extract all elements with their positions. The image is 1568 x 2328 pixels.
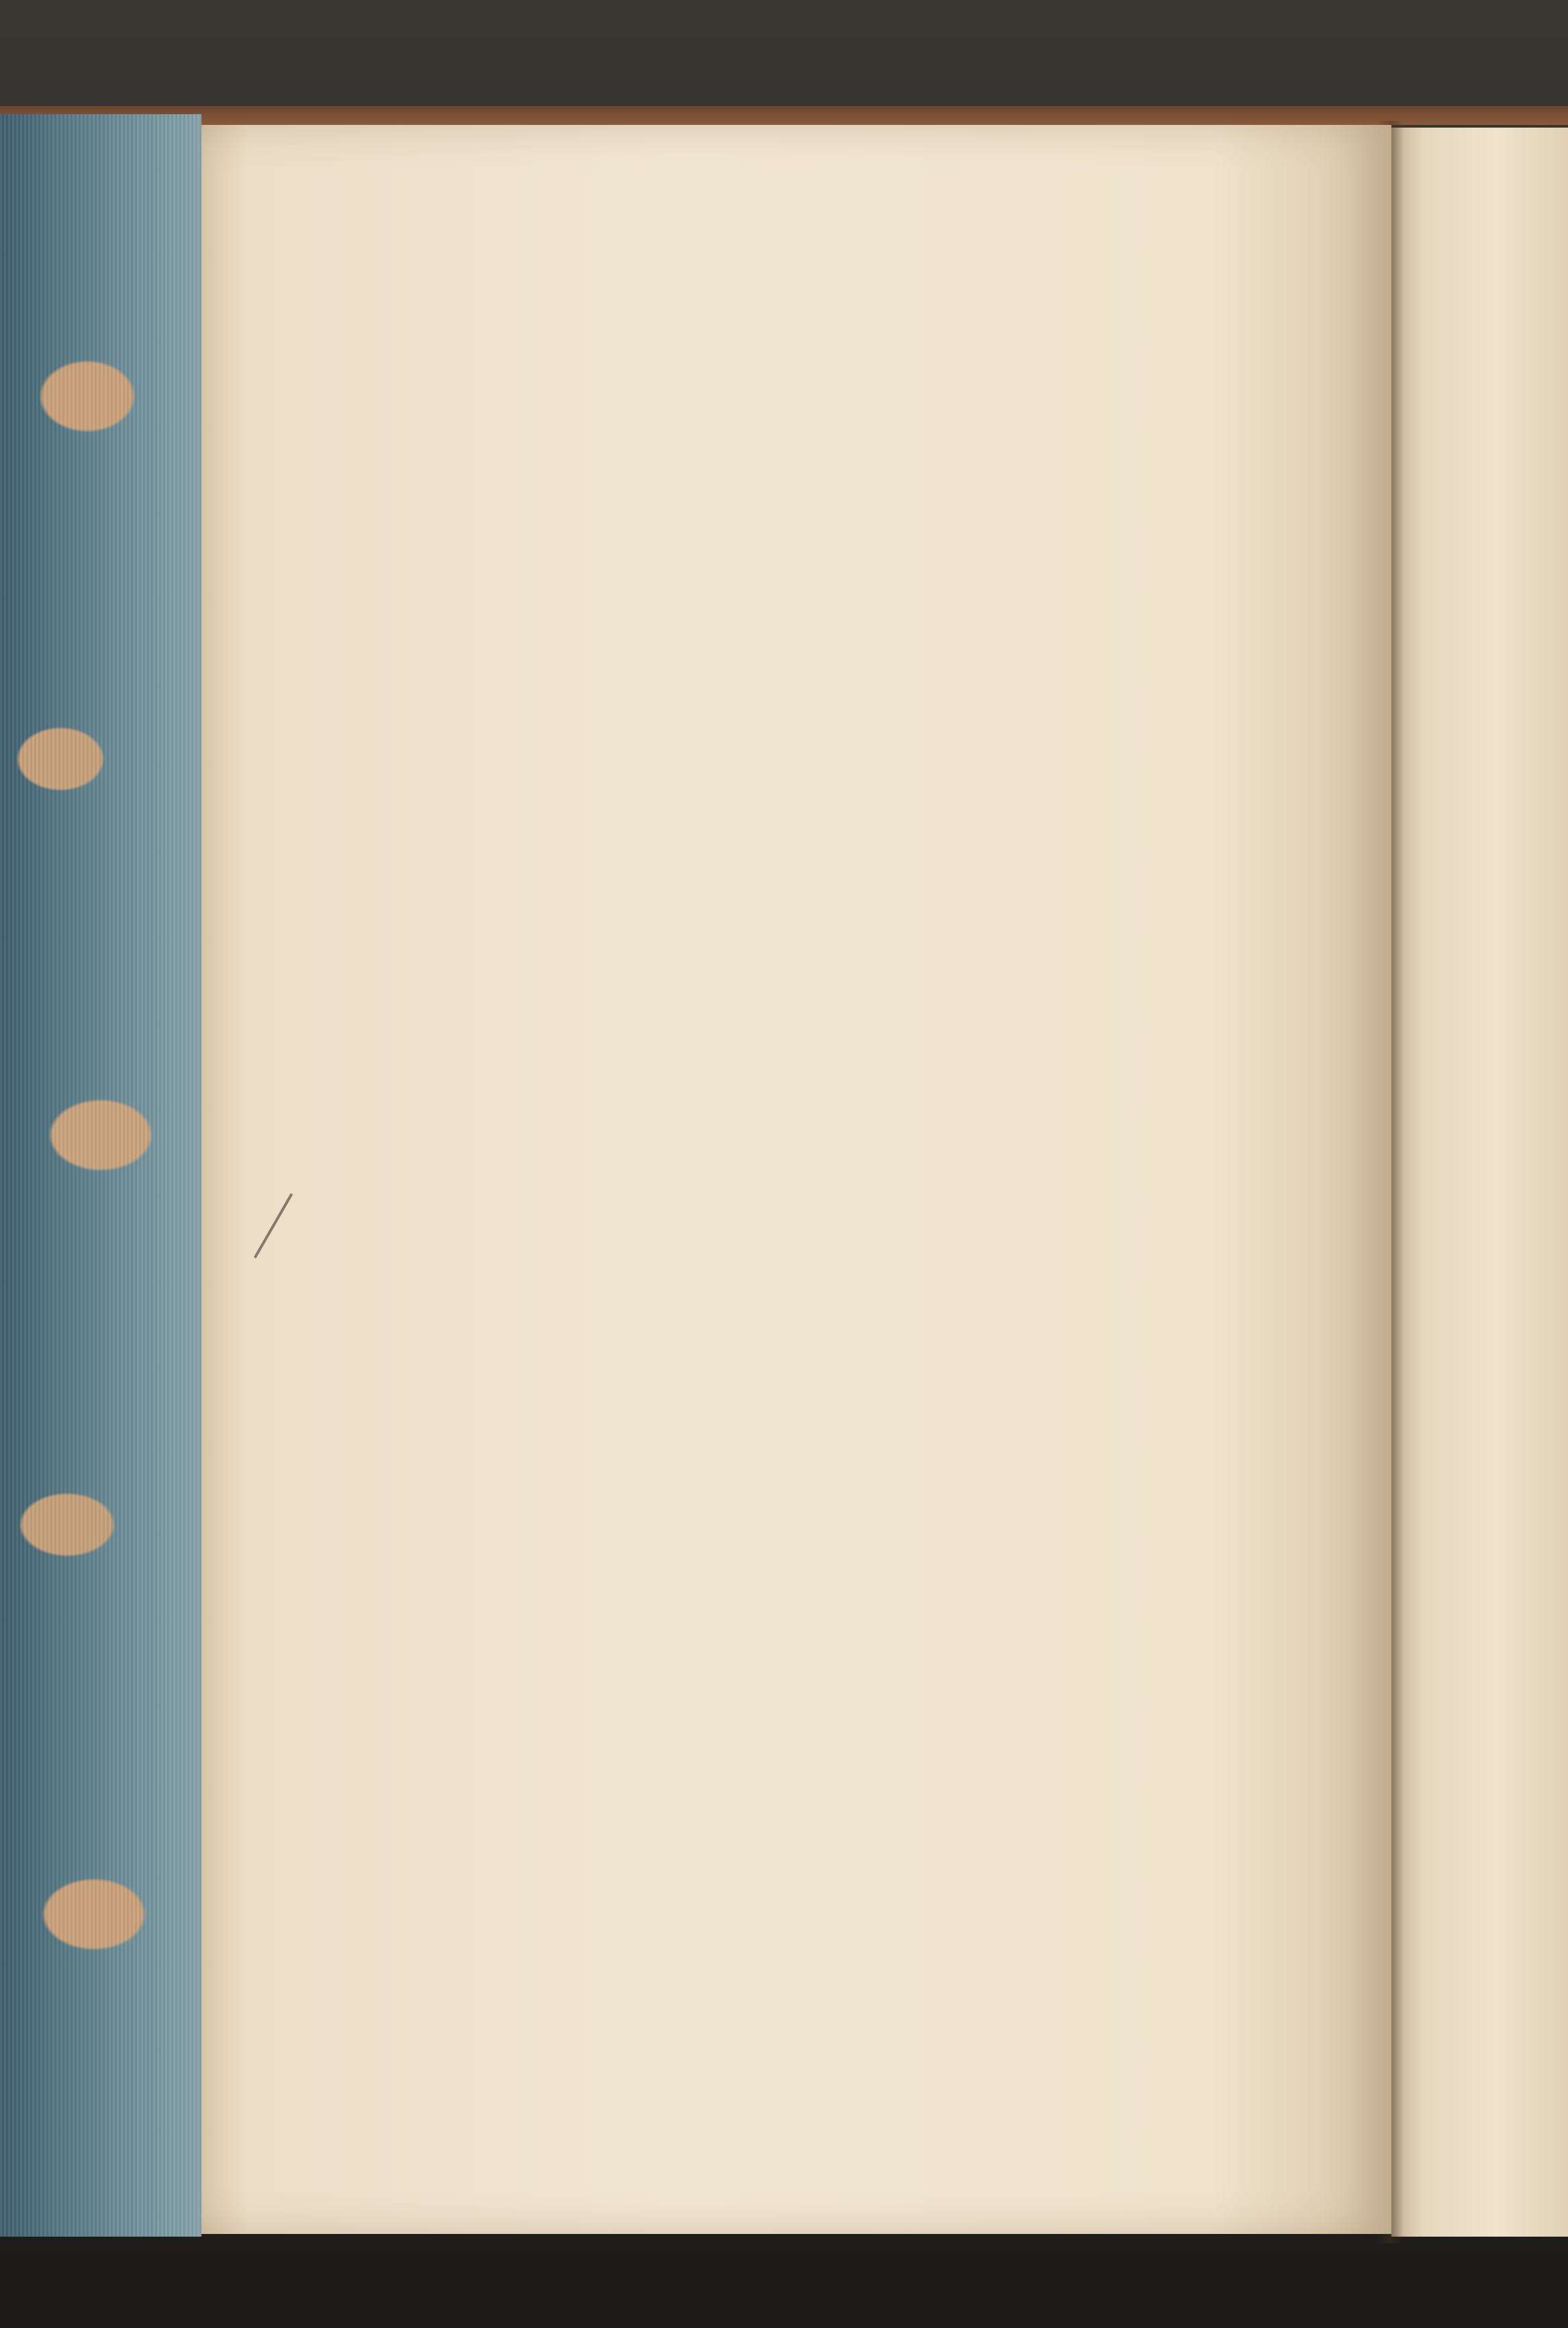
page-block-edge <box>0 114 201 2237</box>
book-page <box>201 125 1391 2234</box>
adjacent-page <box>1391 128 1568 2237</box>
book-binding-edge <box>0 106 1568 125</box>
